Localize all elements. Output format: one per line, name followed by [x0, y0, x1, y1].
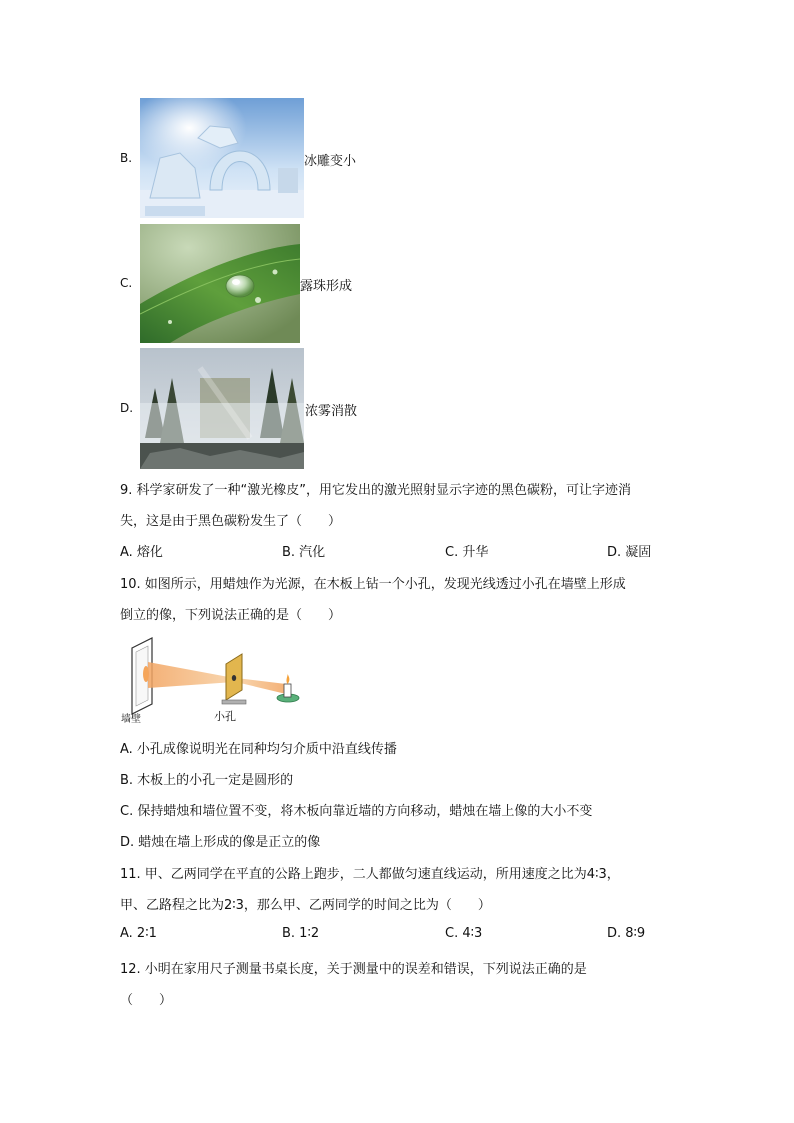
choice-d: D. 凝固 [607, 545, 652, 560]
question-stem: 失，这是由于黑色碳粉发生了（ ） [120, 514, 342, 529]
choice-b: B. 1∶2 [282, 926, 320, 941]
foggy-forest-photo [140, 348, 304, 469]
option-letter: C. [120, 276, 133, 290]
choice-c: C. 升华 [445, 545, 489, 560]
question-stem: 10. 如图所示，用蜡烛作为光源，在木板上钻一个小孔，发现光线透过小孔在墙壁上形成 [120, 577, 626, 592]
hole-label: 小孔 [214, 710, 236, 723]
choice-d: D. 8∶9 [607, 926, 646, 941]
choice-c: C. 保持蜡烛和墙位置不变，将木板向靠近墙的方向移动，蜡烛在墙上像的大小不变 [120, 804, 593, 819]
question-stem: 甲、乙路程之比为2∶3，那么甲、乙两同学的时间之比为（ ） [120, 898, 491, 913]
option-letter: D. [120, 401, 134, 415]
dew-drop-photo [140, 224, 300, 343]
option-caption: 浓雾消散 [305, 404, 358, 419]
question-stem: 12. 小明在家用尺子测量书桌长度，关于测量中的误差和错误，下列说法正确的是 [120, 962, 587, 977]
option-caption: 露珠形成 [300, 279, 353, 294]
choice-d: D. 蜡烛在墙上形成的像是正立的像 [120, 835, 321, 850]
ice-sculpture-photo [140, 98, 304, 218]
question-stem: 11. 甲、乙两同学在平直的公路上跑步，二人都做匀速直线运动，所用速度之比为4∶3， [120, 867, 620, 882]
board-shape [222, 654, 246, 704]
choice-b: B. 木板上的小孔一定是圆形的 [120, 773, 294, 788]
question-stem: 倒立的像，下列说法正确的是（ ） [120, 608, 342, 623]
question-stem: 9. 科学家研发了一种“激光橡皮”，用它发出的激光照射显示字迹的黑色碳粉，可让字迹消 [120, 483, 632, 498]
choice-c: C. 4∶3 [445, 926, 483, 941]
question-stem: （ ） [120, 993, 173, 1008]
choice-b: B. 汽化 [282, 545, 326, 560]
option-caption: 冰雕变小 [304, 154, 357, 169]
wall-label: 墙壁 [121, 714, 141, 725]
choice-a: A. 熔化 [120, 545, 163, 560]
choice-a: A. 小孔成像说明光在同种均匀介质中沿直线传播 [120, 742, 397, 757]
option-letter: B. [120, 151, 133, 165]
pinhole-diagram [118, 634, 308, 724]
choice-a: A. 2∶1 [120, 926, 157, 941]
